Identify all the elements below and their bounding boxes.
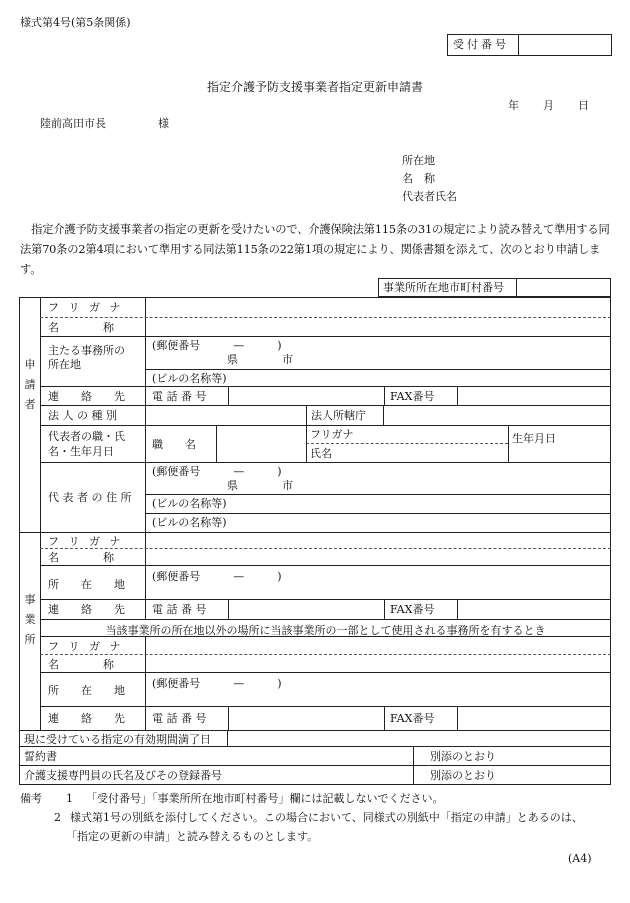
main-office-postal: (郵便番号 — ) (152, 339, 282, 352)
applicant-representative-label: 代表者氏名 (402, 190, 457, 203)
side-label-applicant: 申請者 (24, 358, 36, 411)
annex-furigana-label: フ リ ガ ナ (48, 640, 124, 653)
applicant-fax-label: FAX番号 (390, 390, 435, 403)
rep-name-field[interactable] (307, 426, 507, 461)
office-furigana-label: フ リ ガ ナ (48, 535, 124, 548)
corp-authority-field[interactable] (384, 406, 610, 424)
note-1-number: 1 (66, 792, 73, 805)
office-fax-field[interactable] (458, 600, 610, 618)
rep-address-label: 代 表 者 の 住 所 (48, 491, 132, 504)
applicant-location-label: 所在地 (402, 154, 435, 167)
annex-location-label: 所 在 地 (48, 684, 125, 697)
office-postal: (郵便番号 — ) (152, 570, 282, 583)
applicant-name-label: 名 称 (402, 172, 435, 185)
note-2-number: 2 (54, 811, 61, 824)
date-year: 年 (508, 99, 519, 112)
office-tel-label: 電 話 番 号 (152, 603, 207, 616)
applicant-furigana-label: フ リ ガ ナ (48, 301, 124, 314)
expiry-label: 現に受けている指定の有効期間満了日 (24, 733, 211, 746)
main-office-label-1: 主たる事務所の (48, 344, 125, 357)
annex-tel-field[interactable] (229, 707, 383, 729)
annex-fax-label: FAX番号 (390, 712, 435, 725)
date-day: 日 (578, 99, 589, 112)
oath-value: 別添のとおり (430, 750, 496, 763)
office-name-field[interactable] (146, 533, 610, 564)
annex-location-field[interactable] (146, 673, 610, 705)
corp-type-label: 法 人 の 種 別 (48, 409, 117, 422)
applicant-tel-field[interactable] (229, 387, 383, 404)
note-1-text: 「受付番号」「事業所所在地市町村番号」欄には記載しないでください。 (86, 792, 444, 805)
main-office-prefecture: 県 (227, 353, 238, 366)
office-code-label: 事業所所在地市町村番号 (383, 281, 504, 294)
annex-name-label: 名 称 (48, 658, 114, 671)
main-office-building: (ビルの名称等) (152, 372, 227, 385)
applicant-tel-label: 電 話 番 号 (152, 390, 207, 403)
side-label-office: 事業所 (24, 593, 36, 646)
note-2-text: 様式第1号の別紙を添付してください。この場合において、同様式の別紙中「指定の申請」とあるのは、 (70, 811, 583, 824)
applicant-name-field[interactable] (146, 318, 610, 335)
applicant-fax-field[interactable] (458, 387, 610, 404)
rep-name-label: 氏名 (310, 447, 332, 460)
annex-contact-label: 連 絡 先 (48, 712, 125, 725)
office-location-field[interactable] (146, 566, 610, 598)
office-location-label: 所 在 地 (48, 578, 125, 591)
receipt-number-field[interactable] (519, 35, 611, 55)
note-2-continuation: 「指定の更新の申請」と読み替えるものとします。 (66, 830, 319, 843)
annex-postal: (郵便番号 — ) (152, 677, 282, 690)
care-manager-label: 介護支援専門員の氏名及びその登録番号 (24, 769, 222, 782)
oath-label: 誓約書 (24, 750, 57, 763)
corp-authority-label: 法人所轄庁 (311, 409, 366, 422)
addressee-suffix: 様 (158, 117, 169, 130)
rep-address-building-2: (ビルの名称等) (152, 516, 227, 529)
main-office-address-field[interactable] (146, 337, 610, 368)
document-title: 指定介護予防支援事業者指定更新申請書 (206, 80, 423, 94)
applicant-furigana-field[interactable] (146, 298, 610, 316)
paper-size-label: (A4) (568, 852, 592, 865)
office-name-label: 名 称 (48, 551, 114, 564)
annex-name-field[interactable] (146, 637, 610, 671)
intro-paragraph: 指定介護予防支援事業者の指定の更新を受けたいので、介護保険法第115条の31の規定により読み替えて準用する同法第70条の2第4項において準用する同法第115条の22第1項の規定により、関係書類を添えて、次のとおり申請します。 (20, 223, 610, 276)
office-tel-field[interactable] (229, 600, 383, 618)
rep-furigana-label: フリガナ (310, 428, 354, 441)
annex-office-heading: 当該事業所の所在地以外の場所に当該事業所の一部として使用される事務所を有するとき (105, 624, 546, 637)
rep-title-label-2: 名・生年月日 (48, 445, 114, 458)
expiry-field[interactable] (228, 731, 610, 745)
receipt-number-label: 受付番号 (453, 38, 509, 51)
rep-address-building-1: (ビルの名称等) (152, 497, 227, 510)
applicant-name-label: 名 称 (48, 321, 114, 334)
annex-tel-label: 電 話 番 号 (152, 712, 207, 725)
rep-title-label-1: 代表者の職・氏 (48, 430, 125, 443)
office-code-field[interactable] (517, 279, 610, 296)
office-fax-label: FAX番号 (390, 603, 435, 616)
rep-address-prefecture: 県 (227, 479, 238, 492)
corp-type-field[interactable] (146, 406, 305, 424)
rep-position-field[interactable] (217, 426, 305, 461)
rep-address-field[interactable] (146, 463, 610, 531)
birth-date-label: 生年月日 (512, 432, 556, 445)
rep-position-label: 職 名 (152, 438, 196, 451)
form-number: 様式第4号(第5条関係) (20, 16, 131, 29)
rep-address-postal: (郵便番号 — ) (152, 465, 282, 478)
notes-heading: 備考 (20, 792, 42, 805)
birth-date-field[interactable] (509, 426, 610, 461)
main-office-label-2: 所在地 (48, 358, 81, 371)
annex-fax-field[interactable] (458, 707, 610, 729)
rep-address-city: 市 (282, 479, 293, 492)
addressee: 陸前高田市長 (40, 117, 106, 130)
main-office-city: 市 (282, 353, 293, 366)
office-contact-label: 連 絡 先 (48, 603, 125, 616)
date-month: 月 (543, 99, 554, 112)
care-manager-value: 別添のとおり (430, 769, 496, 782)
applicant-contact-label: 連 絡 先 (48, 390, 125, 403)
